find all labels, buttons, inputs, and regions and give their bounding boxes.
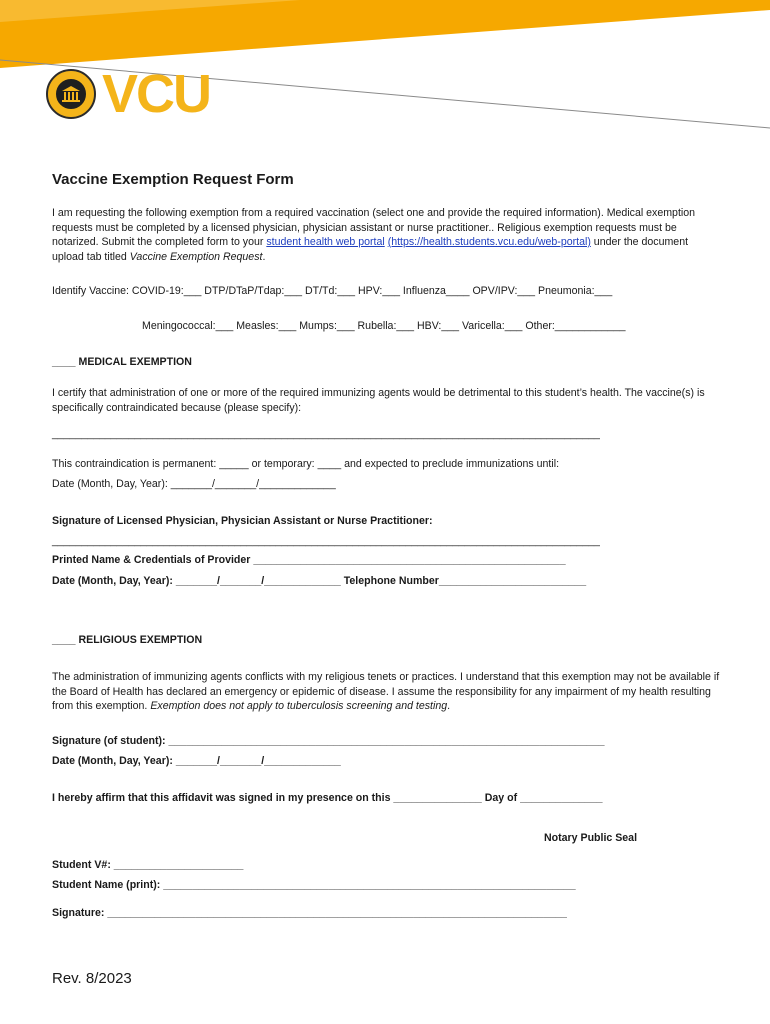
provider-signature-line[interactable]: _____________________________________________________________________________________________ xyxy=(52,535,600,547)
religious-statement-end: . xyxy=(447,700,451,712)
medical-exemption-heading[interactable]: ____ MEDICAL EXEMPTION xyxy=(52,356,192,368)
intro-text-mid: under the document upload tab titled xyxy=(52,236,689,263)
student-name-print-line[interactable]: Student Name (print): ______________________________________________________________________ xyxy=(52,879,576,891)
student-health-portal-link[interactable]: student health web portal xyxy=(266,236,385,248)
contraindication-permanence-line[interactable]: This contraindication is permanent: _____ or temporary: ____ and expected to preclude immunizations until: xyxy=(52,458,560,470)
medical-certify-text: I certify that administration of one or more of the required immunizing agents would be detrimental to this student’s health. The vaccine(s) is specifically contraindicated because (please specify): xyxy=(52,387,705,414)
provider-signature-label: Signature of Licensed Physician, Physician Assistant or Nurse Practitioner: xyxy=(52,515,433,527)
form-title: Vaccine Exemption Request Form xyxy=(52,171,294,188)
vcu-logo xyxy=(46,64,211,124)
provider-printed-name-line[interactable]: Printed Name & Credentials of Provider _____________________________________________________ xyxy=(52,554,566,566)
university-seal-icon xyxy=(46,69,96,119)
identify-vaccine-line-2[interactable]: Meningococcal:___ Measles:___ Mumps:___ Rubella:___ HBV:___ Varicella:___ Other:____________ xyxy=(142,320,626,332)
revision-label: Rev. 8/2023 xyxy=(52,970,132,987)
notary-public-seal-label: Notary Public Seal xyxy=(544,832,638,844)
intro-italic: Vaccine Exemption Request xyxy=(129,250,263,263)
affidavit-affirm-line[interactable]: I hereby affirm that this affidavit was signed in my presence on this _______________ Day of ______________ xyxy=(52,792,603,804)
building-icon xyxy=(61,85,81,103)
intro-end: . xyxy=(262,250,266,263)
vcu-wordmark: VCU xyxy=(102,64,211,124)
religious-exemption-heading[interactable]: ____ RELIGIOUS EXEMPTION xyxy=(52,634,203,646)
student-signature-line[interactable]: Signature (of student): __________________________________________________________________________ xyxy=(52,735,605,747)
religious-statement-italic: Exemption does not apply to tuberculosis screening and testing xyxy=(150,700,448,712)
portal-url-link[interactable]: (https://health.students.vcu.edu/web-portal) xyxy=(387,236,591,248)
student-v-number-line[interactable]: Student V#: ______________________ xyxy=(52,859,244,871)
provider-date-phone-line[interactable]: Date (Month, Day, Year): _______/_______/_____________ Telephone Number_________________________ xyxy=(52,575,587,587)
contraindication-specify-line[interactable]: _____________________________________________________________________________________________ xyxy=(52,428,600,440)
religious-statement xyxy=(52,670,722,714)
intro-text: I am requesting the following exemption from a required vaccination (select one and provide the required information). Medical exemption requests must be completed by a licensed physician, physician assistant or nurse practitioner.. Religious exemption requests must be notarized. Submit the completed form to your xyxy=(52,207,696,248)
medical-date-line[interactable]: Date (Month, Day, Year): _______/_______/_____________ xyxy=(52,478,336,490)
intro-paragraph xyxy=(52,206,722,264)
notary-signature-line[interactable]: Signature: ______________________________________________________________________________ xyxy=(52,907,567,919)
religious-statement-text: The administration of immunizing agents conflicts with my religious tenets or practices. I understand that this exemption may not be available if the Board of Health has declared an emergency or epidemic of disease. I assume the responsibility for any impairment of my health resulting from this exemption. xyxy=(52,671,720,712)
identify-vaccine-line-1[interactable]: Identify Vaccine: COVID-19:___ DTP/DTaP/Tdap:___ DT/Td:___ HPV:___ Influenza____ OPV/IPV:___ Pneumonia:___ xyxy=(52,285,613,297)
religious-date-line[interactable]: Date (Month, Day, Year): _______/_______/_____________ xyxy=(52,755,341,767)
